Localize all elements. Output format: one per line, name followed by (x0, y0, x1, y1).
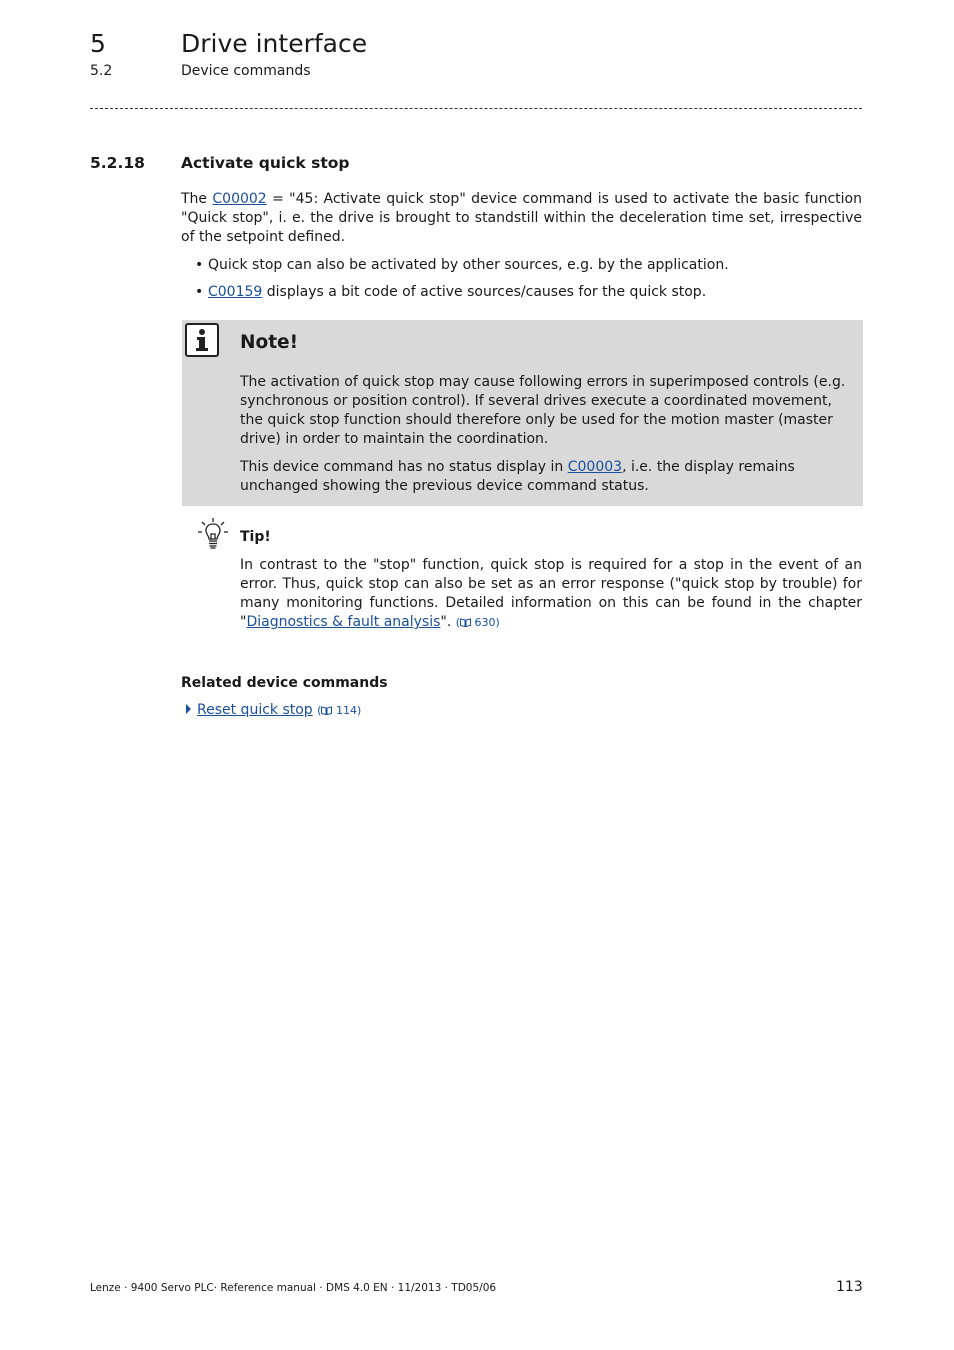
info-icon (185, 323, 219, 357)
page-reference-number: 630 (474, 616, 496, 629)
page-reference-number: 114 (335, 704, 357, 717)
note-paragraph (240, 458, 852, 496)
note-paragraph: The activation of quick stop may cause following errors in superimposed controls (e.g. synchronous or position control). If several drives execute a coordinated movement, the quick stop function should therefore only be used for the motion master (master drive) in order to maintain the coordination. (240, 374, 846, 447)
subsection-title: Activate quick stop (181, 154, 350, 172)
tip-text-after: ". (440, 614, 456, 630)
tip-paragraph (240, 556, 862, 633)
page-number: 113 (836, 1279, 863, 1295)
bullet-item (208, 283, 706, 302)
tip-text-before: In contrast to the "stop" function, quick stop is required for a stop in the event of an error. Thus, quick stop can also be set as an error response ("quick stop by trouble) for many monitoring functions. Detailed information on this can be found in the chapter " (240, 557, 862, 630)
lightbulb-icon (196, 516, 232, 552)
note-text-before: This device command has no status display in (240, 459, 568, 475)
book-icon (321, 702, 332, 721)
footer-text: Lenze · 9400 Servo PLC· Reference manual · DMS 4.0 EN · 11/2013 · TD05/06 (90, 1282, 497, 1294)
section-number: 5.2 (90, 63, 113, 79)
intro-paragraph (181, 190, 862, 247)
intro-text-after: = "45: Activate quick stop" device command is used to activate the basic function "Quick stop", i. e. the drive is brought to standstill within the deceleration time set, irrespective of the setpoint defined. (181, 191, 862, 245)
c00003-link[interactable]: C00003 (567, 459, 623, 475)
book-icon (460, 614, 471, 633)
chapter-title: Drive interface (181, 29, 368, 58)
page-reference[interactable]: ( 630) (456, 616, 500, 629)
note-text-after: , i.e. the display remains unchanged showing the previous device command status. (240, 459, 795, 494)
bullet-item: Quick stop can also be activated by other sources, e.g. by the application. (208, 257, 729, 273)
diagnostics-link[interactable]: Diagnostics & fault analysis (246, 614, 441, 630)
bullet-marker: • (195, 257, 204, 273)
page-reference[interactable]: ( 114) (317, 704, 361, 717)
arrow-right-icon (186, 704, 191, 714)
bullet-item-text: displays a bit code of active sources/causes for the quick stop. (262, 284, 707, 300)
c00002-link[interactable]: C00002 (212, 191, 267, 207)
chapter-number: 5 (90, 29, 106, 58)
intro-text-before: The (181, 191, 213, 207)
subsection-number: 5.2.18 (90, 154, 145, 172)
related-commands-title: Related device commands (181, 675, 388, 691)
reset-quick-stop-link[interactable]: Reset quick stop (197, 702, 313, 718)
note-title: Note! (240, 332, 299, 353)
bullet-marker: • (195, 284, 204, 300)
section-title: Device commands (181, 63, 311, 79)
header-divider (90, 108, 862, 109)
related-command-item[interactable] (186, 701, 361, 721)
c00159-link[interactable]: C00159 (208, 284, 263, 300)
tip-title: Tip! (240, 529, 271, 545)
